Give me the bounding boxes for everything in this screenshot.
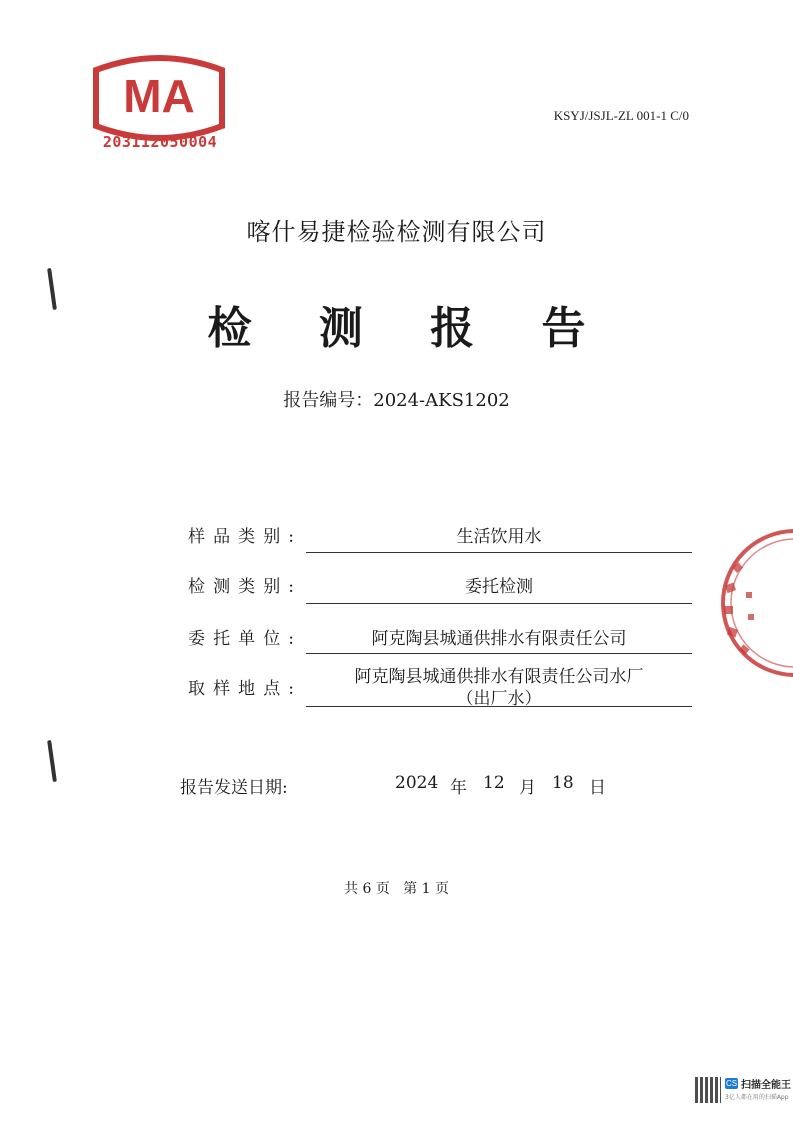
date-year: 2024 [395, 773, 439, 793]
field-label-sample-type: 样品类别: [188, 527, 294, 547]
qr-code-icon [695, 1077, 721, 1103]
field-underline [306, 603, 692, 604]
field-underline [306, 706, 692, 707]
date-year-unit: 年 [450, 778, 467, 798]
field-underline [306, 653, 692, 654]
date-day-unit: 日 [589, 778, 606, 798]
field-label-client: 委托单位: [188, 629, 294, 649]
document-code: KSYJ/JSJL-ZL 001-1 C/0 [553, 108, 689, 123]
report-number: 报告编号：2024-AKS1202 [283, 390, 510, 411]
scanner-app-badge [695, 1075, 790, 1107]
company-name: 喀什易捷检验检测有限公司 [246, 218, 547, 246]
margin-mark [47, 740, 57, 782]
ma-certificate-number: 203112050004 [102, 133, 218, 151]
ma-logo-text: MA [123, 70, 195, 122]
date-month-unit: 月 [519, 778, 536, 798]
page-info: 共 6 页 第 1 页 [344, 881, 449, 897]
field-label-test-type: 检测类别: [188, 577, 294, 597]
company-seal [700, 528, 793, 678]
field-value-sample-type: 生活饮用水 [456, 527, 542, 547]
field-label-sampling-location: 取样地点: [188, 679, 294, 699]
field-underline [306, 552, 692, 553]
field-value-sampling-location-line2: （出厂水） [456, 689, 542, 709]
field-value-test-type: 委托检测 [465, 577, 533, 597]
cs-logo-icon: CS [725, 1079, 738, 1088]
scanner-app-tagline: 3亿人都在用的扫描App [725, 1094, 789, 1101]
report-title: 检 测 报 告 [207, 303, 612, 354]
date-day: 18 [552, 773, 574, 793]
field-value-sampling-location: 阿克陶县城通供排水有限责任公司水厂 [354, 667, 644, 687]
date-label: 报告发送日期: [180, 778, 288, 798]
field-value-client: 阿克陶县城通供排水有限责任公司 [371, 629, 627, 649]
date-month: 12 [483, 773, 505, 793]
scanner-app-name: 扫描全能王 [741, 1080, 791, 1091]
